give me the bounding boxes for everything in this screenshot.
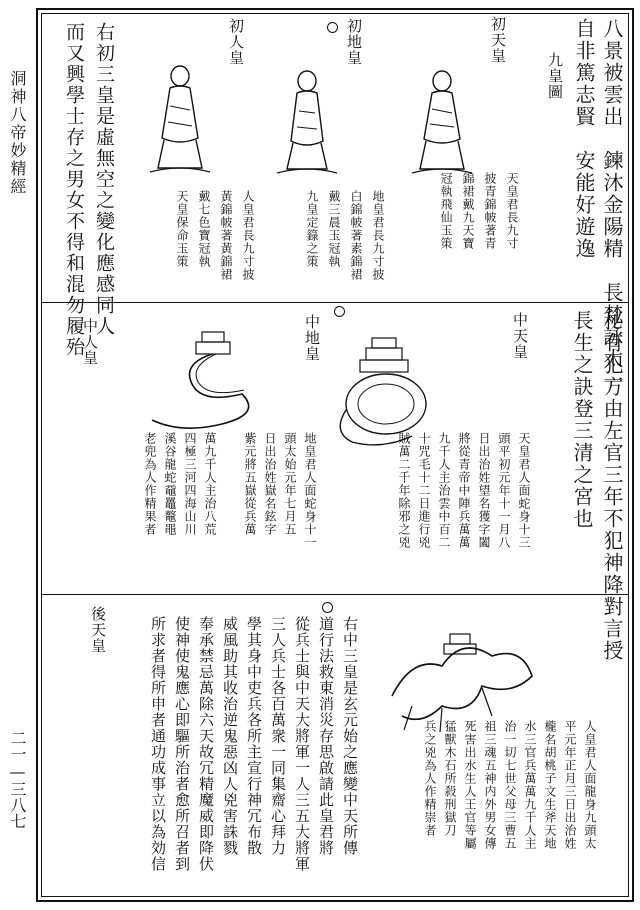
caption-line: 人皇君人面龍身九頭太 (583, 720, 597, 850)
figure-label: 中天皇 (511, 312, 529, 360)
circle-mark (334, 306, 345, 317)
commentary-line: 學其身中吏兵各所主宣行神冗布散 (245, 616, 263, 856)
figure-label: 中人皇 (81, 318, 99, 366)
bottom-panel (42, 596, 628, 896)
caption-line: 頭平初元年十一月八 (497, 432, 511, 549)
caption-line: 死害出水生人王官等屬 (463, 720, 477, 850)
caption-line: 冠執飛仙玉策 (439, 172, 453, 250)
deity-figure-icon (277, 69, 337, 179)
serpent-icon (142, 324, 272, 444)
commentary-line: 從兵士與中天大將軍一人三五大將軍 (293, 616, 311, 872)
figure-label: 初人皇 (227, 18, 245, 66)
commentary-line: 三人兵士各百萬衆一同集齋心拜力 (269, 616, 287, 856)
header-line: 自非篤志賢 安能好遊逸 (572, 18, 596, 260)
commentary-line: 而又興學士存之男女不得和混勿履殆 (63, 22, 85, 358)
caption-line: 萬九千人主治八荒 (203, 432, 217, 536)
page-number: 二一—三八七 (8, 730, 27, 829)
caption-line: 頭太始元年七月五 (283, 432, 297, 536)
caption-line: 天皇君人面蛇身十三 (517, 432, 531, 549)
panel-divider (42, 302, 628, 303)
circle-mark (322, 602, 333, 613)
caption-line: 錦裙戴九天寶 (461, 172, 475, 250)
chart-title: 九皇圖 (546, 52, 564, 100)
commentary-line: 使神使鬼應心即驅所治者愈所召者到 (173, 616, 191, 872)
caption-line: 地皇君人面蛇身十一 (303, 432, 317, 549)
header-line: 秘有犯方由左官三年不犯神降對言授 (600, 310, 624, 662)
caption-line: 日出治姓嶽名鉉字 (263, 432, 277, 536)
caption-line: 櫳名胡桃子文生斧天地 (543, 720, 557, 850)
figure-label: 初地皇 (345, 18, 363, 66)
dragon-icon (382, 626, 542, 736)
caption-line: 天皇保命玉策 (175, 190, 189, 268)
figure-label: 初天皇 (489, 16, 507, 64)
panel-divider (42, 594, 628, 595)
book-title: 洞神八帝妙精經 (8, 70, 27, 196)
circle-mark (327, 22, 338, 33)
serpent-icon (322, 332, 442, 452)
commentary-line: 道行法救東消災存思啟請此皇君將 (317, 616, 335, 856)
figure-label: 中地皇 (303, 314, 321, 362)
caption-line: 十咒毛十二日進行兇 (417, 432, 431, 549)
caption-line: 九千人主治雲中百二 (437, 432, 451, 549)
caption-line: 水三官兵萬萬九千人主 (523, 720, 537, 850)
caption-line: 披青錦帔著青 (483, 172, 497, 250)
commentary-line: 所求者得所申者通功成事立以為効信 (149, 616, 167, 872)
header-line: 八景被雲出 鍊沐金陽精 長梵詠太一 (600, 18, 624, 392)
caption-line: 日出治姓望名獲字闔 (477, 432, 491, 549)
caption-line: 猛獸木石所殺刑獄刀 (443, 720, 457, 837)
inner-frame (41, 13, 629, 897)
caption-line: 四極三河四海山川 (183, 432, 197, 536)
commentary-line: 右初三皇是虛無空之變化應感同人 (93, 22, 115, 337)
caption-line: 祖三魂五神内外男女傳 (483, 720, 497, 850)
header-line: 長生之訣登三清之宮也 (570, 310, 594, 530)
caption-line: 將從青帝中陣兵萬萬 (457, 432, 471, 549)
caption-line: 人皇君長九寸披 (241, 190, 255, 281)
caption-line: 白錦帔著素錦裙 (349, 190, 363, 281)
caption-line: 溪谷龍蛇黿鼉鼇黽 (163, 432, 177, 536)
caption-line: 平元年正月三日出治姓 (563, 720, 577, 850)
deity-figure-icon (412, 69, 472, 179)
caption-line: 治一切七世父母三曹五 (503, 720, 517, 850)
caption-line: 紫元將五嶽從兵萬 (243, 432, 257, 536)
caption-line: 戴七色寶冠執 (197, 190, 211, 268)
commentary-line: 奉承禁忌萬除六天故冗精魔威即降伏 (197, 616, 215, 872)
caption-line: 九皇定籙之策 (305, 190, 319, 268)
caption-line: 老兜為人作精果者 (143, 432, 157, 536)
page-frame (36, 8, 634, 902)
commentary-line: 威風助其收治逆鬼惡凶人兇害誅戮 (221, 616, 239, 856)
deity-figure-icon (150, 64, 210, 179)
caption-line: 黃錦帔著黃錦裙 (219, 190, 233, 281)
caption-line: 地皇君長九寸披 (371, 190, 385, 281)
commentary-line: 右中三皇是玄元始之應變中天所傳 (341, 616, 359, 856)
caption-line: 戴三晨玉冠執 (327, 190, 341, 268)
figure-label: 後天皇 (89, 606, 107, 654)
caption-line: 天皇君長九寸 (505, 172, 519, 250)
caption-line: 兵之兇為人作精崇者 (423, 720, 437, 837)
caption-line: 賊萬二千年除邪之兇 (397, 432, 411, 549)
